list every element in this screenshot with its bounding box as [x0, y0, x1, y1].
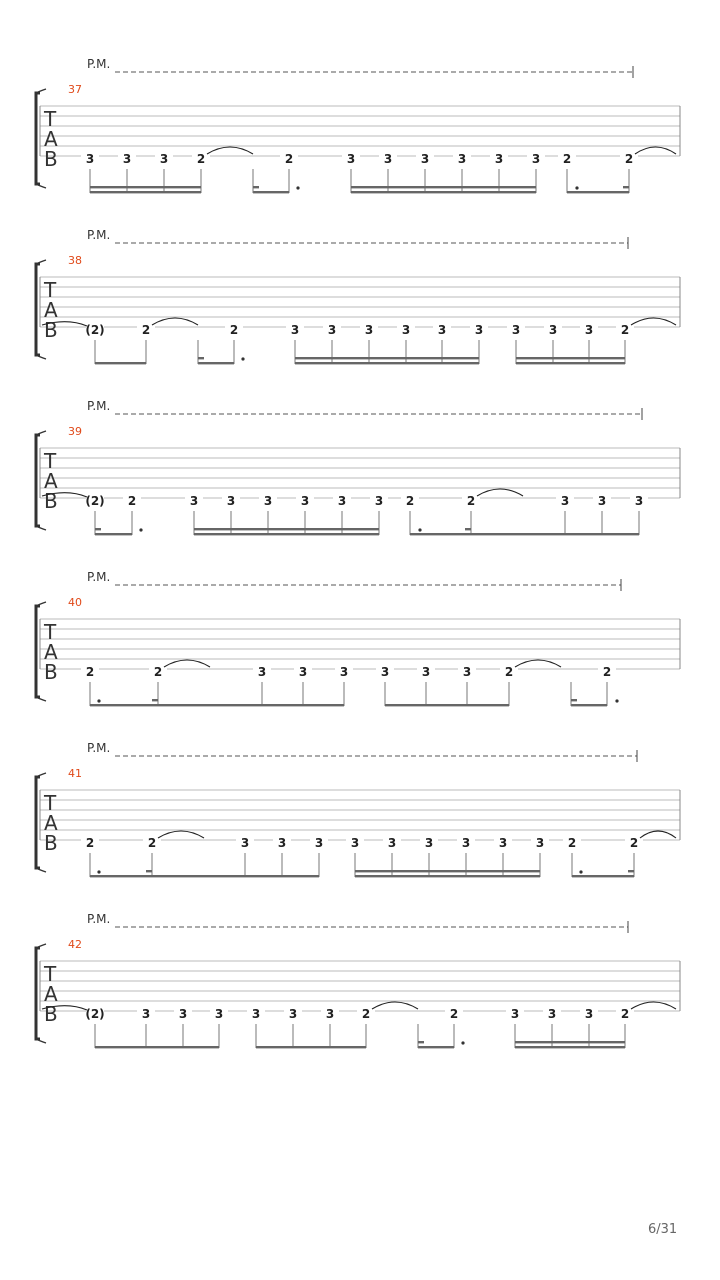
- measure-number: 37: [68, 83, 82, 96]
- tab-clef-letter: A: [44, 127, 58, 151]
- fret-number: 2: [466, 494, 476, 508]
- fret-number: 3: [474, 323, 484, 337]
- beam-stub: [465, 528, 471, 530]
- fret-number: 3: [437, 323, 447, 337]
- fret-number: 3: [383, 152, 393, 166]
- system-bracket: [36, 435, 40, 526]
- beam-primary: [95, 533, 132, 535]
- fret-number: 3: [214, 1007, 224, 1021]
- fret-number: (2): [85, 1007, 105, 1021]
- palm-mute-label: P.M.: [87, 399, 111, 413]
- tie-arc: [640, 831, 676, 838]
- fret-number: 2: [620, 1007, 630, 1021]
- fret-number: 3: [325, 1007, 335, 1021]
- beam-stub: [152, 699, 158, 701]
- fret-number: 3: [374, 494, 384, 508]
- palm-mute-label: P.M.: [87, 228, 111, 242]
- fret-number: 3: [337, 494, 347, 508]
- tab-clef-letter: B: [44, 147, 58, 171]
- beam-primary: [567, 191, 629, 193]
- fret-number: 3: [510, 1007, 520, 1021]
- fret-number: 2: [127, 494, 137, 508]
- rhythm-dot: [575, 186, 578, 189]
- fret-number: 2: [624, 152, 634, 166]
- system-bracket: [36, 777, 40, 868]
- fret-number: 3: [498, 836, 508, 850]
- tab-system-40: [36, 570, 680, 706]
- beam-secondary: [90, 186, 201, 188]
- beam-stub: [253, 186, 259, 188]
- rhythm-dot: [461, 1041, 464, 1044]
- rhythm-dot: [615, 699, 618, 702]
- fret-number: 2: [405, 494, 415, 508]
- beam-secondary: [194, 528, 379, 530]
- fret-number: 3: [251, 1007, 261, 1021]
- fret-number: 3: [597, 494, 607, 508]
- beam-primary: [515, 1046, 625, 1048]
- measure-number: 42: [68, 938, 82, 951]
- fret-number: 3: [346, 152, 356, 166]
- tab-clef-letter: T: [44, 962, 57, 986]
- beam-primary: [90, 704, 158, 706]
- fret-number: (2): [85, 494, 105, 508]
- tab-clef-letter: A: [44, 811, 58, 835]
- fret-number: 3: [531, 152, 541, 166]
- fret-number: 3: [327, 323, 337, 337]
- system-bracket: [36, 93, 40, 184]
- tab-system-37: [36, 57, 680, 193]
- rhythm-dot: [579, 870, 582, 873]
- fret-number: 2: [196, 152, 206, 166]
- palm-mute-label: P.M.: [87, 741, 111, 755]
- beam-secondary: [515, 1041, 625, 1043]
- system-bracket: [36, 264, 40, 355]
- palm-mute-label: P.M.: [87, 57, 111, 71]
- tie-arc: [631, 1002, 676, 1009]
- beam-primary: [256, 1046, 366, 1048]
- fret-number: 3: [314, 836, 324, 850]
- palm-mute-label: P.M.: [87, 570, 111, 584]
- tab-clef-letter: A: [44, 298, 58, 322]
- beam-primary: [471, 533, 639, 535]
- beam-stub: [146, 870, 152, 872]
- fret-number: 3: [457, 152, 467, 166]
- fret-number: 2: [141, 323, 151, 337]
- fret-number: 3: [584, 1007, 594, 1021]
- beam-stub: [571, 699, 577, 701]
- tab-clef-letter: B: [44, 1002, 58, 1026]
- fret-number: 3: [462, 665, 472, 679]
- fret-number: 3: [535, 836, 545, 850]
- fret-number: 3: [141, 1007, 151, 1021]
- measure-number: 38: [68, 254, 82, 267]
- tab-clef-letter: B: [44, 489, 58, 513]
- beam-primary: [90, 875, 152, 877]
- beam-primary: [572, 875, 634, 877]
- fret-number: 2: [147, 836, 157, 850]
- tab-clef-letter: A: [44, 982, 58, 1006]
- fret-number: 3: [122, 152, 132, 166]
- fret-number: 2: [504, 665, 514, 679]
- fret-number: 3: [420, 152, 430, 166]
- page-number: 6/31: [648, 1222, 678, 1237]
- fret-number: 3: [178, 1007, 188, 1021]
- fret-number: 3: [226, 494, 236, 508]
- beam-primary: [295, 362, 479, 364]
- beam-secondary: [355, 870, 540, 872]
- rhythm-dot: [418, 528, 421, 531]
- tab-clef-letter: T: [44, 449, 57, 473]
- tab-system-39: [36, 399, 680, 535]
- beam-primary: [194, 533, 379, 535]
- tab-clef-letter: B: [44, 831, 58, 855]
- tab-clef-letter: T: [44, 278, 57, 302]
- tab-system-41: [36, 741, 680, 877]
- fret-number: 3: [424, 836, 434, 850]
- fret-number: 2: [562, 152, 572, 166]
- fret-number: 2: [629, 836, 639, 850]
- tie-arc: [631, 318, 676, 325]
- beam-primary: [198, 362, 234, 364]
- beam-primary: [385, 704, 509, 706]
- tie-arc: [635, 147, 676, 154]
- fret-number: 3: [364, 323, 374, 337]
- fret-number: 3: [263, 494, 273, 508]
- beam-secondary: [351, 186, 536, 188]
- fret-number: 3: [277, 836, 287, 850]
- fret-number: 3: [339, 665, 349, 679]
- fret-number: 3: [240, 836, 250, 850]
- fret-number: 3: [401, 323, 411, 337]
- palm-mute-label: P.M.: [87, 912, 111, 926]
- fret-number: 3: [288, 1007, 298, 1021]
- fret-number: 3: [189, 494, 199, 508]
- system-bracket: [36, 948, 40, 1039]
- system-bracket: [36, 606, 40, 697]
- beam-primary: [571, 704, 607, 706]
- rhythm-dot: [296, 186, 299, 189]
- tie-arc: [515, 660, 561, 667]
- tie-arc: [372, 1002, 418, 1009]
- beam-primary: [95, 1046, 219, 1048]
- rhythm-dot: [97, 870, 100, 873]
- tab-clef-letter: A: [44, 469, 58, 493]
- beam-primary: [253, 191, 289, 193]
- measure-number: 41: [68, 767, 82, 780]
- beam-primary: [90, 191, 201, 193]
- tie-arc: [152, 318, 198, 325]
- measure-number: 39: [68, 425, 82, 438]
- tie-arc: [164, 660, 210, 667]
- rhythm-dot: [241, 357, 244, 360]
- beam-primary: [355, 875, 540, 877]
- fret-number: 3: [560, 494, 570, 508]
- beam-secondary: [516, 357, 625, 359]
- tab-clef-letter: T: [44, 620, 57, 644]
- fret-number: 3: [511, 323, 521, 337]
- beam-primary: [152, 875, 319, 877]
- rhythm-dot: [97, 699, 100, 702]
- tab-clef-letter: A: [44, 640, 58, 664]
- beam-primary: [418, 1046, 454, 1048]
- fret-number: 3: [584, 323, 594, 337]
- fret-number: 2: [284, 152, 294, 166]
- beam-stub: [418, 1041, 424, 1043]
- fret-number: 2: [153, 665, 163, 679]
- beam-primary: [158, 704, 344, 706]
- fret-number: 2: [361, 1007, 371, 1021]
- fret-number: 3: [461, 836, 471, 850]
- beam-primary: [516, 362, 625, 364]
- fret-number: 3: [350, 836, 360, 850]
- fret-number: 3: [387, 836, 397, 850]
- fret-number: 3: [85, 152, 95, 166]
- beam-primary: [95, 362, 146, 364]
- fret-number: 2: [620, 323, 630, 337]
- fret-number: 2: [602, 665, 612, 679]
- tab-clef-letter: B: [44, 318, 58, 342]
- beam-stub: [628, 870, 634, 872]
- fret-number: 3: [300, 494, 310, 508]
- fret-number: 3: [257, 665, 267, 679]
- beam-primary: [410, 533, 471, 535]
- tab-clef-letter: T: [44, 791, 57, 815]
- measure-number: 40: [68, 596, 82, 609]
- tie-arc: [207, 147, 253, 154]
- fret-number: 3: [159, 152, 169, 166]
- fret-number: 3: [548, 323, 558, 337]
- fret-number: 3: [421, 665, 431, 679]
- tab-clef-letter: T: [44, 107, 57, 131]
- fret-number: 3: [494, 152, 504, 166]
- fret-number: 3: [380, 665, 390, 679]
- fret-number: 2: [85, 836, 95, 850]
- rhythm-dot: [139, 528, 142, 531]
- beam-stub: [95, 528, 101, 530]
- fret-number: 3: [547, 1007, 557, 1021]
- fret-number: 3: [298, 665, 308, 679]
- fret-number: 2: [85, 665, 95, 679]
- beam-stub: [623, 186, 629, 188]
- fret-number: (2): [85, 323, 105, 337]
- tab-system-38: [36, 228, 680, 364]
- fret-number: 2: [449, 1007, 459, 1021]
- fret-number: 2: [567, 836, 577, 850]
- tab-system-42: [36, 912, 680, 1048]
- fret-number: 3: [290, 323, 300, 337]
- beam-stub: [198, 357, 204, 359]
- tie-arc: [477, 489, 523, 496]
- tie-arc: [158, 831, 204, 838]
- fret-number: 2: [229, 323, 239, 337]
- beam-primary: [351, 191, 536, 193]
- beam-secondary: [295, 357, 479, 359]
- tab-clef-letter: B: [44, 660, 58, 684]
- fret-number: 3: [634, 494, 644, 508]
